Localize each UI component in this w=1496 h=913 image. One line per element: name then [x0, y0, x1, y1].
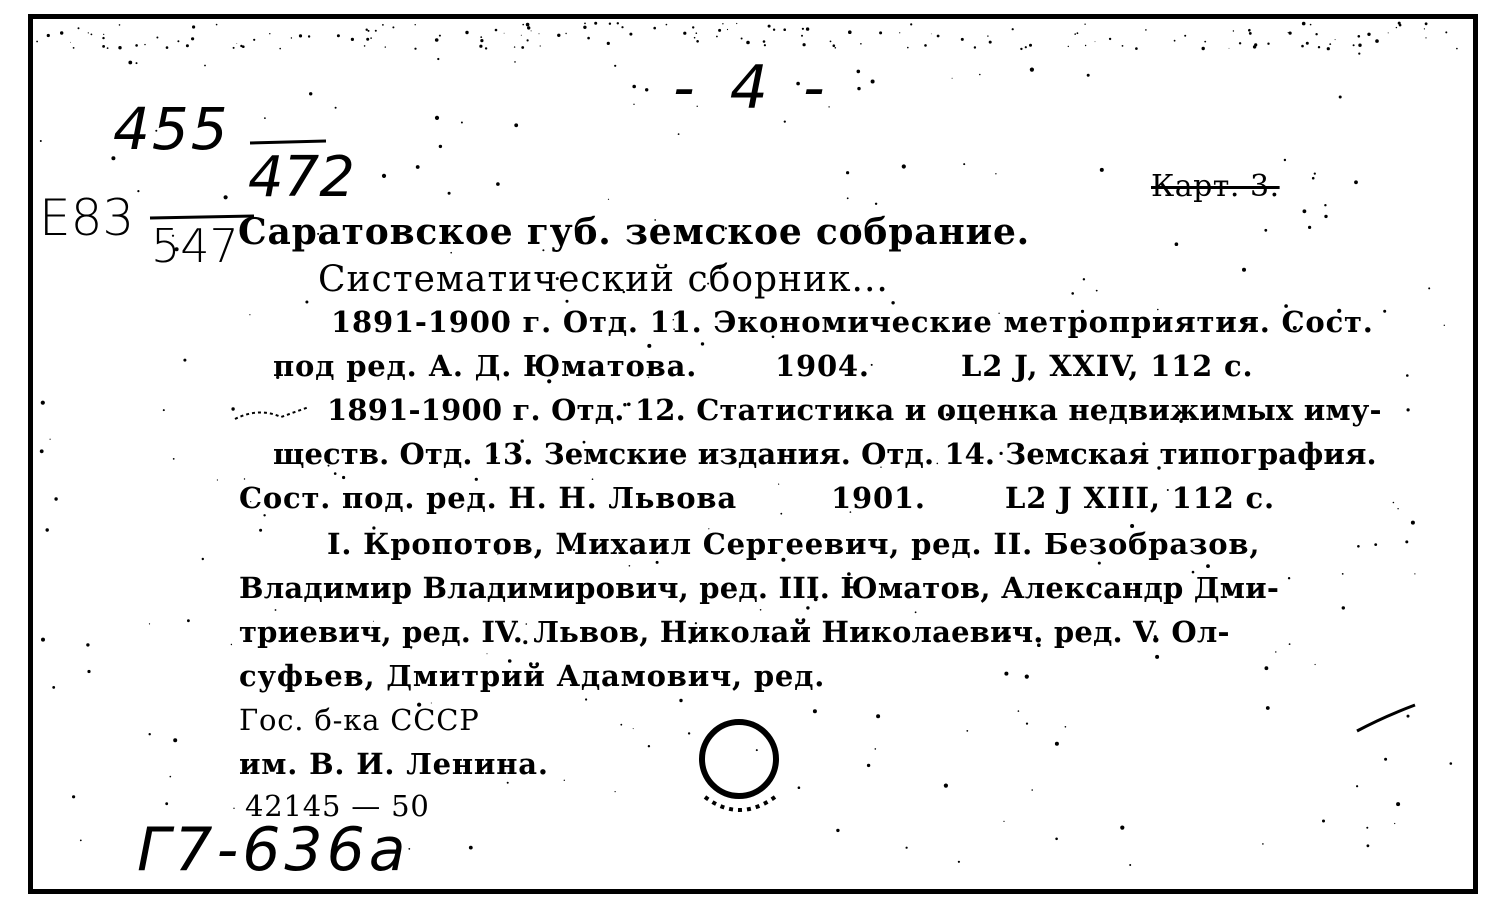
part2-line3-text: Сост. под. ред. Н. Н. Львова: [239, 481, 737, 515]
library-name-line1: Гос. б-ка СССР: [239, 703, 480, 737]
handwritten-bottom-code: Г7-636а: [137, 815, 410, 885]
part1-line1: 1891-1900 г. Отд. 11. Экономические метроприятия. Сост.: [331, 305, 1374, 339]
handwritten-shelf-mark-left: E83: [39, 189, 135, 247]
card-number-label: Карт. 3.: [1151, 169, 1280, 204]
part1-line2-year: 1904.: [775, 349, 870, 383]
added-entries-line3: триевич, ред. IV. Львов, Николай Николаевич. ред. V. Ол-: [239, 615, 1230, 649]
library-name-line2: им. В. И. Ленина.: [239, 747, 549, 781]
handwritten-shelf-mark-fraction-top: 472: [248, 145, 355, 210]
entry-heading: Саратовское губ. земское собрание.: [238, 211, 1031, 253]
catalog-card: [28, 14, 1478, 894]
handwritten-shelf-mark-fraction-bottom: 547: [151, 219, 239, 273]
pencil-mark-left: [229, 399, 319, 429]
punch-hole: [691, 711, 791, 831]
part1-line2-format: L2 J, XXIV, 112 с.: [961, 349, 1254, 383]
added-entries-line1: I. Кропотов, Михаил Сергеевич, ред. II. Безобразов,: [327, 527, 1261, 561]
added-entries-line2: Владимир Владимирович, ред. III. Юматов, Александр Дми-: [239, 571, 1280, 605]
part1-line2-text: под ред. А. Д. Юматова.: [273, 349, 698, 383]
added-entries-line4: суфьев, Дмитрий Адамович, ред.: [239, 659, 826, 693]
pencil-mark: [1353, 699, 1423, 739]
library-accession-number: 42145 — 50: [245, 789, 430, 823]
entry-title: Систематический сборник...: [318, 259, 889, 300]
part2-line1: 1891-1900 г. Отд. 12. Статистика и оценка недвижимых иму-: [327, 393, 1382, 427]
handwritten-shelf-mark-top: 455: [113, 95, 230, 163]
part2-line3-format: L2 J XIII, 112 с.: [1005, 481, 1275, 515]
handwritten-page-number: - 4 -: [673, 53, 833, 123]
part2-line3-year: 1901.: [831, 481, 926, 515]
part2-line2: ществ. Отд. 13. Земские издания. Отд. 14. Земская типография.: [273, 437, 1377, 471]
